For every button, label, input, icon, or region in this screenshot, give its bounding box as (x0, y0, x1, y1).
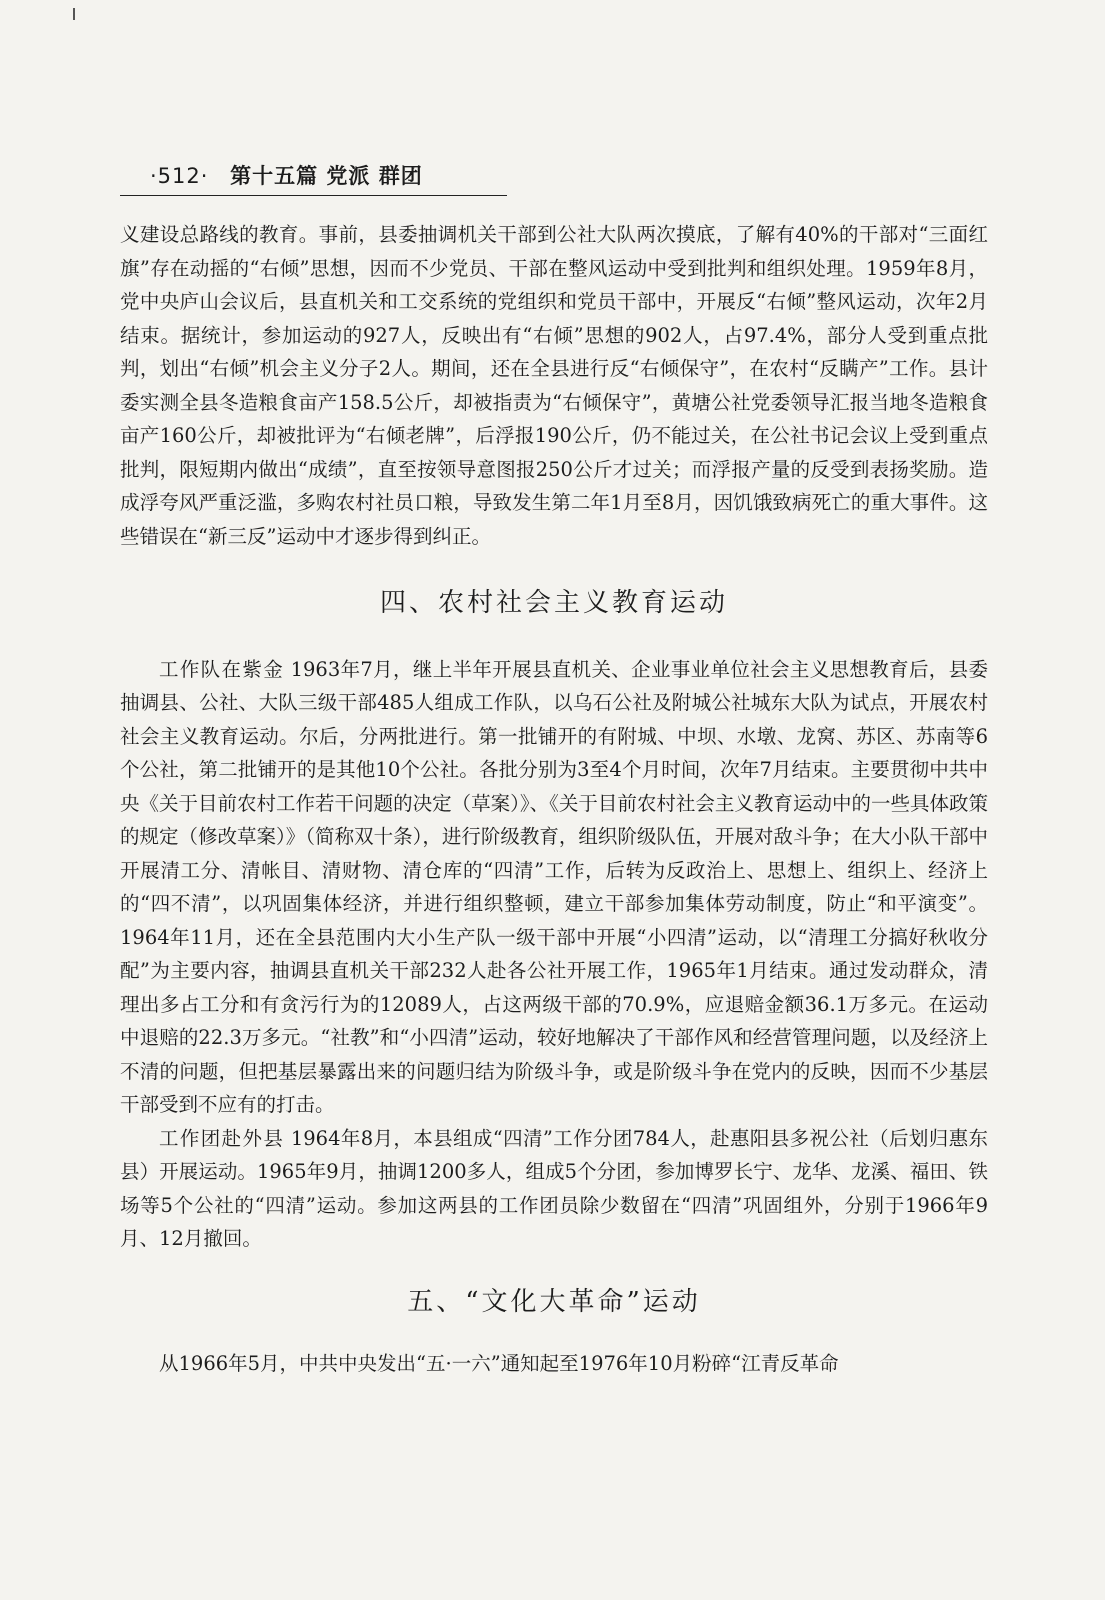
section4-paragraph-1 (120, 653, 988, 1122)
intro-paragraph: 义建设总路线的教育。事前，县委抽调机关干部到公社大队两次摸底，了解有40%的干部对“三面红旗”存在动摇的“右倾”思想，因而不少党员、干部在整风运动中受到批判和组织处理。1959年8月，党中央庐山会议后，县直机关和工交系统的党组织和党员干部中，开展反“右倾”整风运动，次年2月结束。据统计，参加运动的927人，反映出有“右倾”思想的902人，占97.4%，部分人受到重点批判，划出“右倾”机会主义分子2人。期间，还在全县进行反“右倾保守”，在农村“反瞒产”工作。县计委实测全县冬造粮食亩产158.5公斤，却被指责为“右倾保守”，黄塘公社党委领导汇报当地冬造粮食亩产160公斤，却被批评为“右倾老牌”，后浮报190公斤，仍不能过关，在公社书记会议上受到重点批判，限短期内做出“成绩”，直至按领导意图报250公斤才过关；而浮报产量的反受到表扬奖励。造成浮夸风严重泛滥，多购农村社员口粮，导致发生第二年1月至8月，因饥饿致病死亡的重大事件。这些错误在“新三反”运动中才逐步得到纠正。 (120, 223, 988, 548)
section5-paragraph-1: 从1966年5月，中共中央发出“五·一六”通知起至1976年10月粉碎“江青反革命 (159, 1352, 839, 1375)
paragraph-text: 1963年7月，继上半年开展县直机关、企业事业单位社会主义思想教育后，县委抽调县、公社、大队三级干部485人组成工作队，以乌石公社及附城公社城东大队为试点，开展农村社会主义教育运动。尔后，分两批进行。第一批铺开的有附城、中坝、水墩、龙窝、苏区、苏南等6个公社，第二批铺开的是其他10个公社。各批分别为3至4个月时间，次年7月结束。主要贯彻中共中央《关于目前农村工作若干问题的决定（草案）》、《关于目前农村社会主义教育运动中的一些具体政策的规定（修改草案）》（简称双十条），进行阶级教育，组织阶级队伍，开展对敌斗争；在大小队干部中开展清工分、清帐目、清财物、清仓库的“四清”工作，后转为反政治上、思想上、组织上、经济上的“四不清”，以巩固集体经济，并进行组织整顿，建立干部参加集体劳动制度，防止“和平演变”。1964年11月，还在全县范围内大小生产队一级干部中开展“小四清”运动，以“清理工分搞好秋收分配”为主要内容，抽调县直机关干部232人赴各公社开展工作，1965年1月结束。通过发动群众，清理出多占工分和有贪污行为的12089人，占这两级干部的70.9%，应退赔金额36.1万多元。在运动中退赔的22.3万多元。“社教”和“小四清”运动，较好地解决了干部作风和经营管理问题，以及经济上不清的问题，但把基层暴露出来的问题归结为阶级斗争，或是阶级斗争在党内的反映，因而不少基层干部受到不应有的打击。 (120, 657, 988, 1116)
header-rule (120, 195, 507, 196)
section4-paragraph-2 (120, 1122, 988, 1256)
page-number: ·512· (150, 164, 209, 188)
scan-mark (73, 8, 75, 20)
section4-heading: 四、农村社会主义教育运动 (379, 588, 728, 618)
run-in-heading: 工作队在紫金 (159, 657, 285, 681)
section-title: 第十五篇 党派 群团 (230, 164, 423, 188)
run-in-heading: 工作团赴外县 (159, 1126, 285, 1150)
body-text (120, 218, 988, 1381)
running-header (150, 160, 423, 190)
section5-heading: 五、“文化大革命”运动 (407, 1286, 701, 1317)
paragraph-text: 1964年8月，本县组成“四清”工作分团784人，赴惠阳县多祝公社（后划归惠东县）开展运动。1965年9月，抽调1200多人，组成5个分团，参加博罗长宁、龙华、龙溪、福田、铁场等5个公社的“四清”运动。参加这两县的工作团员除少数留在“四清”巩固组外，分别于1966年9月、12月撤回。 (120, 1126, 988, 1250)
